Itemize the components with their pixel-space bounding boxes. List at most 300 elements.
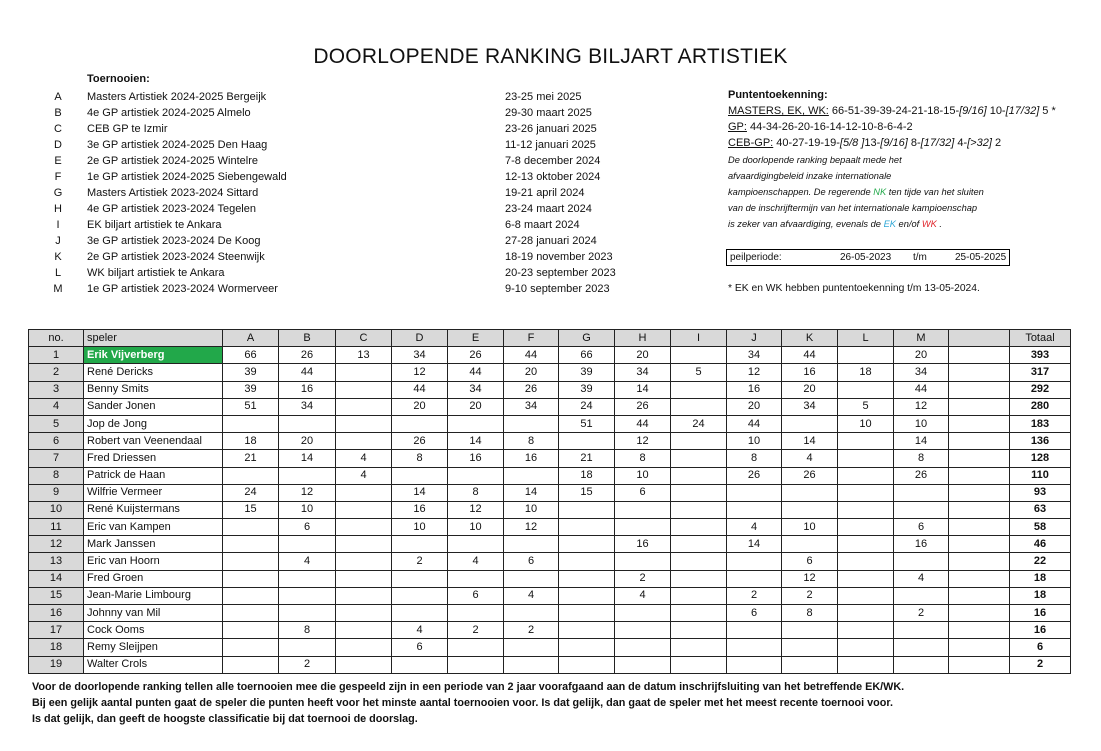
score-cell xyxy=(782,639,838,656)
table-row xyxy=(29,467,1071,484)
score-cell: 4 xyxy=(336,450,392,467)
score-cell xyxy=(392,415,448,432)
rank-number: 17 xyxy=(29,622,84,639)
score-cell: 12 xyxy=(279,484,336,501)
tournament-date: 11-12 januari 2025 xyxy=(505,139,596,151)
player-name: Wilfrie Vermeer xyxy=(84,484,223,501)
policy-note-text-5: . xyxy=(936,219,942,229)
score-cell: 16 xyxy=(727,381,782,398)
tournament-name: 1e GP artistiek 2023-2024 Wormerveer xyxy=(87,283,278,295)
column-header: I xyxy=(671,330,727,347)
score-cell xyxy=(615,605,671,622)
score-cell xyxy=(336,484,392,501)
score-cell: 4 xyxy=(894,570,949,587)
score-cell: 10 xyxy=(838,415,894,432)
tournament-code: K xyxy=(54,251,62,263)
score-cell: 24 xyxy=(559,398,615,415)
tournament-code: F xyxy=(54,171,62,183)
score-cell xyxy=(671,519,727,536)
table-row xyxy=(29,639,1071,656)
table-row xyxy=(29,501,1071,518)
score-cell xyxy=(504,656,559,673)
table-row xyxy=(29,433,1071,450)
total-cell: 2 xyxy=(1010,656,1071,673)
total-cell: 280 xyxy=(1010,398,1071,415)
column-header: E xyxy=(448,330,504,347)
total-cell: 46 xyxy=(1010,536,1071,553)
player-name: Fred Driessen xyxy=(84,450,223,467)
table-row xyxy=(29,347,1071,364)
score-cell: 6 xyxy=(615,484,671,501)
score-cell xyxy=(949,622,1010,639)
points-header: Puntentoekenning: xyxy=(728,89,828,101)
score-cell: 34 xyxy=(279,398,336,415)
player-name: Jop de Jong xyxy=(84,415,223,432)
score-cell xyxy=(336,553,392,570)
score-cell: 12 xyxy=(894,398,949,415)
score-cell: 39 xyxy=(223,381,279,398)
score-cell: 44 xyxy=(279,364,336,381)
total-cell: 110 xyxy=(1010,467,1071,484)
score-cell: 15 xyxy=(559,484,615,501)
score-cell: 6 xyxy=(279,519,336,536)
score-cell: 20 xyxy=(504,364,559,381)
score-cell: 44 xyxy=(782,347,838,364)
score-cell: 8 xyxy=(504,433,559,450)
score-cell: 26 xyxy=(615,398,671,415)
score-cell xyxy=(782,484,838,501)
score-cell xyxy=(727,501,782,518)
tournament-name: Masters Artistiek 2024-2025 Bergeijk xyxy=(87,91,267,103)
player-name: Walter Crols xyxy=(84,656,223,673)
tournament-code: D xyxy=(54,139,62,151)
points-ceb-values-5: 2 xyxy=(991,137,1002,149)
score-cell xyxy=(223,570,279,587)
score-cell: 8 xyxy=(782,605,838,622)
tournament-name: 2e GP artistiek 2023-2024 Steenwijk xyxy=(87,251,265,263)
score-cell: 10 xyxy=(782,519,838,536)
score-cell: 14 xyxy=(727,536,782,553)
score-cell xyxy=(504,605,559,622)
score-cell xyxy=(838,639,894,656)
score-cell xyxy=(392,587,448,604)
player-name: Fred Groen xyxy=(84,570,223,587)
score-cell xyxy=(504,639,559,656)
score-cell xyxy=(615,639,671,656)
score-cell xyxy=(949,398,1010,415)
score-cell xyxy=(671,467,727,484)
score-cell: 10 xyxy=(448,519,504,536)
score-cell: 34 xyxy=(727,347,782,364)
score-cell: 12 xyxy=(782,570,838,587)
score-cell: 2 xyxy=(727,587,782,604)
score-cell: 6 xyxy=(782,553,838,570)
score-cell: 12 xyxy=(392,364,448,381)
points-ceb-bracket-2: [9/16] xyxy=(880,137,908,149)
score-cell: 4 xyxy=(279,553,336,570)
table-row xyxy=(29,519,1071,536)
score-cell xyxy=(782,656,838,673)
score-cell xyxy=(838,605,894,622)
score-cell xyxy=(615,553,671,570)
score-cell xyxy=(949,381,1010,398)
score-cell xyxy=(559,570,615,587)
tournament-date: 23-26 januari 2025 xyxy=(505,123,597,135)
column-header: F xyxy=(504,330,559,347)
score-cell: 39 xyxy=(559,381,615,398)
score-cell xyxy=(782,501,838,518)
policy-note-line-4: van de inschrijftermijn van het internationale kampioenschap xyxy=(728,203,978,213)
column-header: speler xyxy=(84,330,223,347)
player-name: Eric van Hoorn xyxy=(84,553,223,570)
score-cell xyxy=(615,656,671,673)
score-cell xyxy=(671,622,727,639)
score-cell: 12 xyxy=(615,433,671,450)
score-cell xyxy=(671,570,727,587)
score-cell xyxy=(559,519,615,536)
points-masters-values-3: 5 * xyxy=(1039,105,1056,117)
score-cell: 18 xyxy=(559,467,615,484)
score-cell: 12 xyxy=(504,519,559,536)
policy-note-text-3: is zeker van afvaardiging, evenals de xyxy=(728,219,884,229)
peilperiode-from: 26-05-2023 xyxy=(840,252,892,263)
score-cell: 26 xyxy=(392,433,448,450)
score-cell xyxy=(949,467,1010,484)
score-cell xyxy=(838,467,894,484)
tournament-name: 4e GP artistiek 2024-2025 Almelo xyxy=(87,107,251,119)
score-cell xyxy=(949,501,1010,518)
score-cell xyxy=(223,467,279,484)
score-cell xyxy=(782,415,838,432)
rank-number: 15 xyxy=(29,587,84,604)
score-cell xyxy=(559,536,615,553)
score-cell xyxy=(336,381,392,398)
score-cell xyxy=(671,639,727,656)
score-cell xyxy=(448,536,504,553)
score-cell: 6 xyxy=(392,639,448,656)
score-cell: 14 xyxy=(615,381,671,398)
tournament-date: 7-8 december 2024 xyxy=(505,155,601,167)
ranking-table xyxy=(28,329,1071,674)
score-cell xyxy=(838,484,894,501)
score-cell: 16 xyxy=(448,450,504,467)
column-header: Totaal xyxy=(1010,330,1071,347)
total-cell: 63 xyxy=(1010,501,1071,518)
tournament-date: 19-21 april 2024 xyxy=(505,187,585,199)
score-cell xyxy=(671,501,727,518)
score-cell xyxy=(336,415,392,432)
player-name: Johnny van Mil xyxy=(84,605,223,622)
score-cell xyxy=(838,553,894,570)
score-cell: 8 xyxy=(279,622,336,639)
score-cell xyxy=(949,519,1010,536)
score-cell xyxy=(279,587,336,604)
player-name: René Dericks xyxy=(84,364,223,381)
score-cell: 20 xyxy=(782,381,838,398)
points-masters-bracket-2: [17/32] xyxy=(1005,105,1040,117)
score-cell: 34 xyxy=(782,398,838,415)
score-cell xyxy=(336,587,392,604)
player-name: René Kuijstermans xyxy=(84,501,223,518)
score-cell xyxy=(671,484,727,501)
total-cell: 6 xyxy=(1010,639,1071,656)
peilperiode-to: 25-05-2025 xyxy=(955,252,1007,263)
column-header: L xyxy=(838,330,894,347)
points-masters xyxy=(728,105,1056,117)
score-cell: 6 xyxy=(894,519,949,536)
tournament-name: Masters Artistiek 2023-2024 Sittard xyxy=(87,187,259,199)
score-cell xyxy=(894,501,949,518)
score-cell xyxy=(223,587,279,604)
score-cell xyxy=(838,536,894,553)
score-cell: 4 xyxy=(504,587,559,604)
policy-note-text-2: ten tijde van het sluiten xyxy=(886,187,984,197)
page-title: DOORLOPENDE RANKING BILJART ARTISTIEK xyxy=(313,45,788,68)
player-name: Sander Jonen xyxy=(84,398,223,415)
total-cell: 93 xyxy=(1010,484,1071,501)
score-cell: 5 xyxy=(838,398,894,415)
score-cell: 34 xyxy=(448,381,504,398)
score-cell: 26 xyxy=(727,467,782,484)
score-cell xyxy=(504,570,559,587)
rule-line-3: Is dat gelijk, dan geeft de hoogste classificatie bij dat toernooi de doorslag. xyxy=(32,713,418,725)
score-cell xyxy=(279,415,336,432)
rule-line-1: Voor de doorlopende ranking tellen alle toernooien mee die gespeeld zijn in een periode van 2 jaar voorafgaand aan de datum inschrijfsluiting van het betreffende EK/WK. xyxy=(32,681,905,693)
score-cell: 10 xyxy=(894,415,949,432)
tournament-code: H xyxy=(54,203,62,215)
tournament-date: 18-19 november 2023 xyxy=(505,251,613,263)
rank-number: 13 xyxy=(29,553,84,570)
score-cell xyxy=(838,501,894,518)
score-cell: 18 xyxy=(838,364,894,381)
score-cell xyxy=(949,605,1010,622)
points-masters-values: 66-51-39-39-24-21-18-15- xyxy=(828,105,960,117)
total-cell: 58 xyxy=(1010,519,1071,536)
score-cell: 2 xyxy=(504,622,559,639)
tournament-name: 3e GP artistiek 2023-2024 De Koog xyxy=(87,235,261,247)
score-cell xyxy=(336,364,392,381)
policy-note-text: kampioenschappen. De regerende xyxy=(728,187,874,197)
score-cell xyxy=(448,656,504,673)
score-cell: 16 xyxy=(782,364,838,381)
score-cell: 4 xyxy=(782,450,838,467)
score-cell: 2 xyxy=(894,605,949,622)
score-cell: 16 xyxy=(504,450,559,467)
total-cell: 18 xyxy=(1010,570,1071,587)
tournament-date: 23-24 maart 2024 xyxy=(505,203,592,215)
score-cell xyxy=(838,347,894,364)
score-cell xyxy=(949,415,1010,432)
column-header: D xyxy=(392,330,448,347)
score-cell xyxy=(392,570,448,587)
score-cell: 14 xyxy=(448,433,504,450)
score-cell xyxy=(949,433,1010,450)
score-cell: 26 xyxy=(894,467,949,484)
score-cell xyxy=(727,622,782,639)
points-gp xyxy=(728,121,913,133)
total-cell: 393 xyxy=(1010,347,1071,364)
score-cell xyxy=(949,450,1010,467)
tournament-code: G xyxy=(53,187,63,199)
tournament-name: 1e GP artistiek 2024-2025 Siebengewald xyxy=(87,171,287,183)
player-name: Erik Vijverberg xyxy=(84,347,223,364)
points-gp-values: 44-34-26-20-16-14-12-10-8-6-4-2 xyxy=(746,121,913,133)
score-cell: 10 xyxy=(504,501,559,518)
tournament-code: E xyxy=(54,155,62,167)
score-cell xyxy=(336,433,392,450)
tournament-name: 2e GP artistiek 2024-2025 Wintelre xyxy=(87,155,258,167)
score-cell: 2 xyxy=(615,570,671,587)
points-ceb-label: CEB-GP: xyxy=(728,137,774,149)
score-cell xyxy=(336,501,392,518)
column-header: no. xyxy=(29,330,84,347)
score-cell: 20 xyxy=(279,433,336,450)
score-cell: 10 xyxy=(615,467,671,484)
score-cell xyxy=(336,656,392,673)
points-ceb-bracket: [5/8 ] xyxy=(839,137,865,149)
score-cell: 44 xyxy=(504,347,559,364)
score-cell xyxy=(671,587,727,604)
score-cell: 44 xyxy=(727,415,782,432)
score-cell: 34 xyxy=(392,347,448,364)
score-cell: 26 xyxy=(504,381,559,398)
points-masters-bracket: [9/16] xyxy=(959,105,987,117)
score-cell xyxy=(559,656,615,673)
score-cell: 39 xyxy=(559,364,615,381)
score-cell: 26 xyxy=(279,347,336,364)
score-cell xyxy=(223,415,279,432)
table-row xyxy=(29,656,1071,673)
score-cell: 44 xyxy=(894,381,949,398)
score-cell: 14 xyxy=(279,450,336,467)
score-cell xyxy=(671,450,727,467)
score-cell: 12 xyxy=(727,364,782,381)
score-cell xyxy=(615,622,671,639)
score-cell: 24 xyxy=(223,484,279,501)
score-cell xyxy=(279,639,336,656)
score-cell: 44 xyxy=(448,364,504,381)
score-cell: 6 xyxy=(448,587,504,604)
points-ceb-bracket-4: [>32] xyxy=(967,137,992,149)
total-cell: 317 xyxy=(1010,364,1071,381)
score-cell: 21 xyxy=(223,450,279,467)
score-cell xyxy=(279,605,336,622)
rule-line-2: Bij een gelijk aantal punten gaat de speler die punten heeft voor het minste aantal toernooien voor. Is dat gelijk, dan gaat de speler met het meest recente toernooi voor. xyxy=(32,697,893,709)
score-cell: 26 xyxy=(782,467,838,484)
score-cell xyxy=(223,605,279,622)
score-cell xyxy=(671,605,727,622)
score-cell xyxy=(336,570,392,587)
score-cell: 34 xyxy=(894,364,949,381)
score-cell: 39 xyxy=(223,364,279,381)
score-cell: 16 xyxy=(279,381,336,398)
score-cell: 6 xyxy=(504,553,559,570)
score-cell: 16 xyxy=(894,536,949,553)
column-header: H xyxy=(615,330,671,347)
score-cell xyxy=(894,553,949,570)
score-cell: 8 xyxy=(615,450,671,467)
score-cell xyxy=(949,364,1010,381)
score-cell: 44 xyxy=(392,381,448,398)
score-cell xyxy=(949,570,1010,587)
policy-note-line-3 xyxy=(728,187,984,197)
score-cell xyxy=(727,639,782,656)
wk-label: WK xyxy=(921,219,937,229)
score-cell xyxy=(782,622,838,639)
score-cell xyxy=(336,605,392,622)
score-cell xyxy=(448,415,504,432)
score-cell xyxy=(671,536,727,553)
score-cell xyxy=(504,467,559,484)
column-header: A xyxy=(223,330,279,347)
score-cell xyxy=(894,622,949,639)
tournament-name: 3e GP artistiek 2024-2025 Den Haag xyxy=(87,139,268,151)
policy-note-line-5 xyxy=(728,219,942,229)
footnote-star: * EK en WK hebben puntentoekenning t/m 13-05-2024. xyxy=(728,283,980,294)
score-cell: 20 xyxy=(727,398,782,415)
table-row xyxy=(29,570,1071,587)
rank-number: 9 xyxy=(29,484,84,501)
rank-number: 18 xyxy=(29,639,84,656)
score-cell xyxy=(559,433,615,450)
policy-note-text-4: en/of xyxy=(895,219,922,229)
score-cell xyxy=(838,622,894,639)
rank-number: 5 xyxy=(29,415,84,432)
column-header: C xyxy=(336,330,392,347)
tournament-date: 27-28 januari 2024 xyxy=(505,235,597,247)
score-cell xyxy=(559,605,615,622)
score-cell: 10 xyxy=(279,501,336,518)
points-gp-label: GP: xyxy=(728,121,747,133)
points-ceb-values-4: 4- xyxy=(954,137,968,149)
score-cell xyxy=(336,536,392,553)
score-cell xyxy=(336,519,392,536)
score-cell xyxy=(838,433,894,450)
player-name: Eric van Kampen xyxy=(84,519,223,536)
score-cell xyxy=(949,656,1010,673)
points-ceb-bracket-3: [17/32] xyxy=(920,137,955,149)
score-cell xyxy=(949,484,1010,501)
player-name: Benny Smits xyxy=(84,381,223,398)
peilperiode-sep: t/m xyxy=(913,252,927,263)
score-cell xyxy=(223,553,279,570)
total-cell: 18 xyxy=(1010,587,1071,604)
tournament-name: 4e GP artistiek 2023-2024 Tegelen xyxy=(87,203,256,215)
score-cell xyxy=(392,467,448,484)
score-cell xyxy=(279,536,336,553)
score-cell xyxy=(949,536,1010,553)
score-cell xyxy=(671,553,727,570)
column-header: K xyxy=(782,330,838,347)
table-row xyxy=(29,536,1071,553)
tournament-name: EK biljart artistiek te Ankara xyxy=(87,219,222,231)
score-cell: 8 xyxy=(894,450,949,467)
rank-number: 14 xyxy=(29,570,84,587)
score-cell xyxy=(949,347,1010,364)
table-row xyxy=(29,484,1071,501)
score-cell xyxy=(838,570,894,587)
rank-number: 1 xyxy=(29,347,84,364)
score-cell xyxy=(838,656,894,673)
player-name: Remy Sleijpen xyxy=(84,639,223,656)
ek-label: EK xyxy=(883,219,896,229)
tournament-code: J xyxy=(55,235,61,247)
table-row xyxy=(29,398,1071,415)
score-cell xyxy=(223,622,279,639)
score-cell xyxy=(894,484,949,501)
table-row xyxy=(29,450,1071,467)
score-cell: 44 xyxy=(615,415,671,432)
